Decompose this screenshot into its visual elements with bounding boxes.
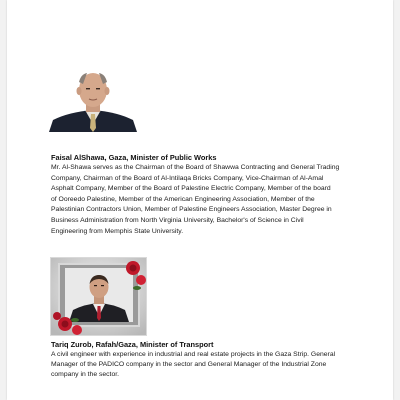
person-name-title: Tariq Zurob, Rafah/Gaza, Minister of Transport [51,340,214,349]
bio-line: Engineering from Memphis State University. [51,227,184,235]
bio-line: A civil engineer with experience in industrial and real estate projects in the Gaza Strip. General [51,351,336,358]
portrait-faisal-alshawa [49,68,137,132]
bio-line: of Ooreedo Palestine, Member of the American Engineering Association, Member of the [51,195,315,203]
bio-line: Asphalt Company, Member of the Board of Palestine Electric Company, Member of the board [51,185,331,193]
bio-line: company in the sector. [51,370,120,378]
bio-line: Company, Chairman of the Board of Al-Intilaqa Bricks Company, Vice-Chairman of Al-Amal [51,174,324,182]
person-bio [51,350,381,379]
portrait-tariq-zurob [50,257,147,336]
bio-line: Business Administration from North Virginia University, Bachelor's of Science in Civil [51,216,304,224]
document-page [7,0,393,400]
bio-line: Manager of the PADICO company in the sector and General Manager of the Industrial Zone [51,360,327,368]
bio-line: Mr. Al-Shawa serves as the Chairman of the Board of Shawwa Contracting and General Trading [51,164,340,171]
person-name-title: Faisal AlShawa, Gaza, Minister of Public Works [51,153,217,162]
bio-line: Palestinian Contractors Union, Member of Palestine Engineers Association, Master Degree in [51,206,332,214]
person-bio [51,163,381,237]
